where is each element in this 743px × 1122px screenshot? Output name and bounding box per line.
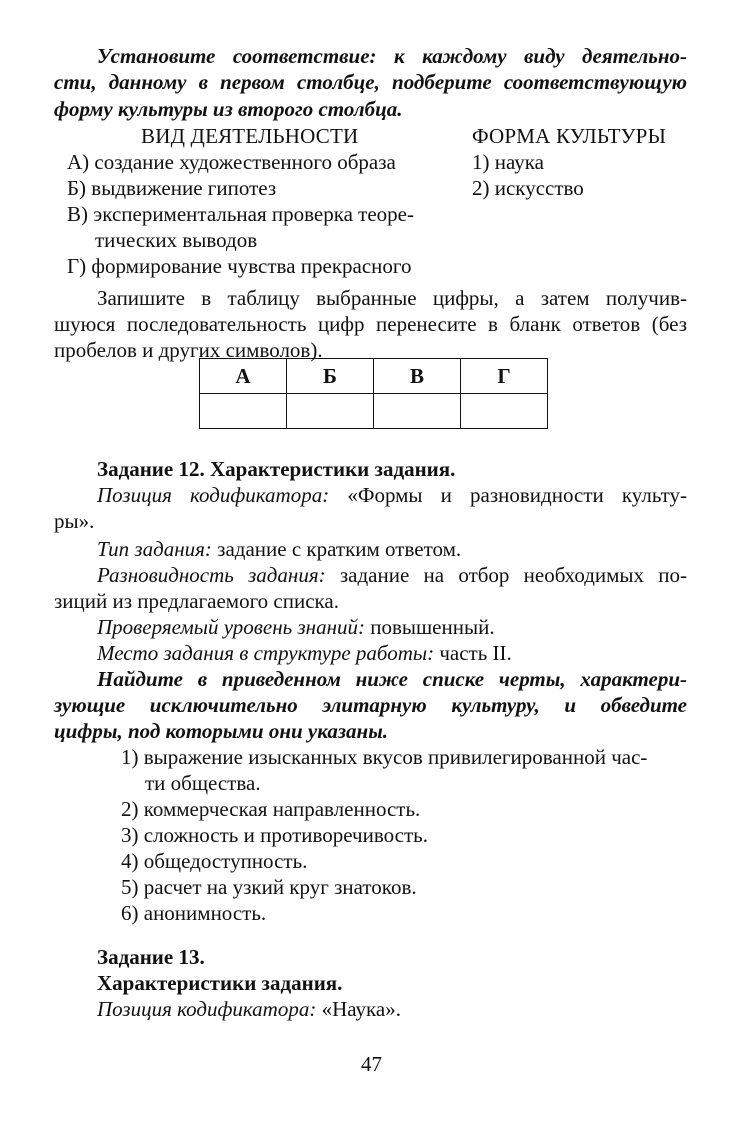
task11-instruction-line-1: Установите соответствие: к каждому виду деятельно- xyxy=(97,44,687,68)
activity-item-a: А) создание художественного образа xyxy=(67,150,396,174)
answer-cell-a[interactable] xyxy=(200,394,287,429)
task12-type-line xyxy=(97,537,461,562)
task12-codifier-line xyxy=(97,483,687,508)
activity-item-v: В) экспериментальная проверка теоре- xyxy=(67,202,414,226)
culture-form-item-2: 2) искусство xyxy=(472,176,584,200)
option-3[interactable]: 3) сложность и противоречивость. xyxy=(121,823,428,847)
option-6[interactable]: 6) анонимность. xyxy=(121,901,267,925)
option-5[interactable]: 5) расчет на узкий круг знатоков. xyxy=(121,875,417,899)
task-place-label: Место задания в структуре работы: xyxy=(97,641,435,665)
answer-table-header-v: В xyxy=(374,359,461,394)
activity-column-header: ВИД ДЕЯТЕЛЬНОСТИ xyxy=(141,124,359,148)
write-instruction-line-3: пробелов и других символов). xyxy=(54,338,323,362)
option-4[interactable]: 4) общедоступность. xyxy=(121,849,308,873)
task-place-value: часть II. xyxy=(439,641,512,665)
answer-table-header-a: А xyxy=(200,359,287,394)
activity-item-b: Б) выдвижение гипотез xyxy=(67,176,277,200)
task11-instruction-line-2: сти, данному в первом столбце, подберите соответствующую xyxy=(54,70,687,94)
task13-codifier-label: Позиция кодификатора: xyxy=(97,997,317,1021)
culture-form-column-header: ФОРМА КУЛЬТУРЫ xyxy=(472,124,667,148)
task13-subheading: Характеристики задания. xyxy=(97,971,343,995)
answer-cell-b[interactable] xyxy=(287,394,374,429)
write-instruction-line-2: шуюся последовательность цифр перенесите в бланк ответов (без xyxy=(54,312,687,336)
task12-instruction-line-2: зующие исключительно элитарную культуру, и обведите xyxy=(54,693,687,717)
task12-codifier-line-2: ры». xyxy=(54,509,95,533)
task12-place-line xyxy=(97,641,512,666)
answer-table xyxy=(199,358,548,429)
option-1-continued: ти общества. xyxy=(145,771,261,795)
knowledge-level-label: Проверяемый уровень знаний: xyxy=(97,615,365,639)
option-2[interactable]: 2) коммерческая направленность. xyxy=(121,797,421,821)
task13-heading: Задание 13. xyxy=(97,945,205,969)
task11-instruction-line-3: форму культуры из второго столбца. xyxy=(54,97,403,121)
write-instruction-line-1: Запишите в таблицу выбранные цифры, а затем получив- xyxy=(97,286,687,310)
task12-variety-line xyxy=(97,563,687,588)
activity-item-v-continued: тических выводов xyxy=(95,228,258,252)
answer-table-header-b: Б xyxy=(287,359,374,394)
answer-table-input-row xyxy=(200,394,548,429)
task-type-label: Тип задания: xyxy=(97,537,212,561)
task-variety-label: Разновидность задания: xyxy=(97,563,326,587)
activity-item-g: Г) формирование чувства прекрасного xyxy=(67,254,412,278)
task-type-value: задание с кратким ответом. xyxy=(217,537,462,561)
task13-codifier-line xyxy=(97,997,401,1022)
knowledge-level-value: повышенный. xyxy=(370,615,495,639)
answer-cell-g[interactable] xyxy=(461,394,548,429)
codifier-label: Позиция кодификатора: xyxy=(97,483,330,507)
task12-heading: Задание 12. Характеристики задания. xyxy=(97,457,456,481)
answer-cell-v[interactable] xyxy=(374,394,461,429)
task12-instruction-line-3: цифры, под которыми они указаны. xyxy=(54,719,389,743)
culture-form-item-1: 1) наука xyxy=(472,150,544,174)
answer-table-header-g: Г xyxy=(461,359,548,394)
option-1[interactable]: 1) выражение изысканных вкусов привилегированной час- xyxy=(121,745,648,769)
task-variety-value: задание на отбор необходимых по- xyxy=(339,563,688,587)
answer-table-header-row xyxy=(200,359,548,394)
task12-variety-line-2: зиций из предлагаемого списка. xyxy=(54,589,340,613)
page-number: 47 xyxy=(361,1052,382,1076)
task12-level-line xyxy=(97,615,495,640)
task13-codifier-value: «Наука». xyxy=(321,997,401,1021)
task12-instruction-line-1: Найдите в приведенном ниже списке черты, характери- xyxy=(97,667,687,691)
codifier-value: «Формы и разновидности культу- xyxy=(347,483,687,507)
